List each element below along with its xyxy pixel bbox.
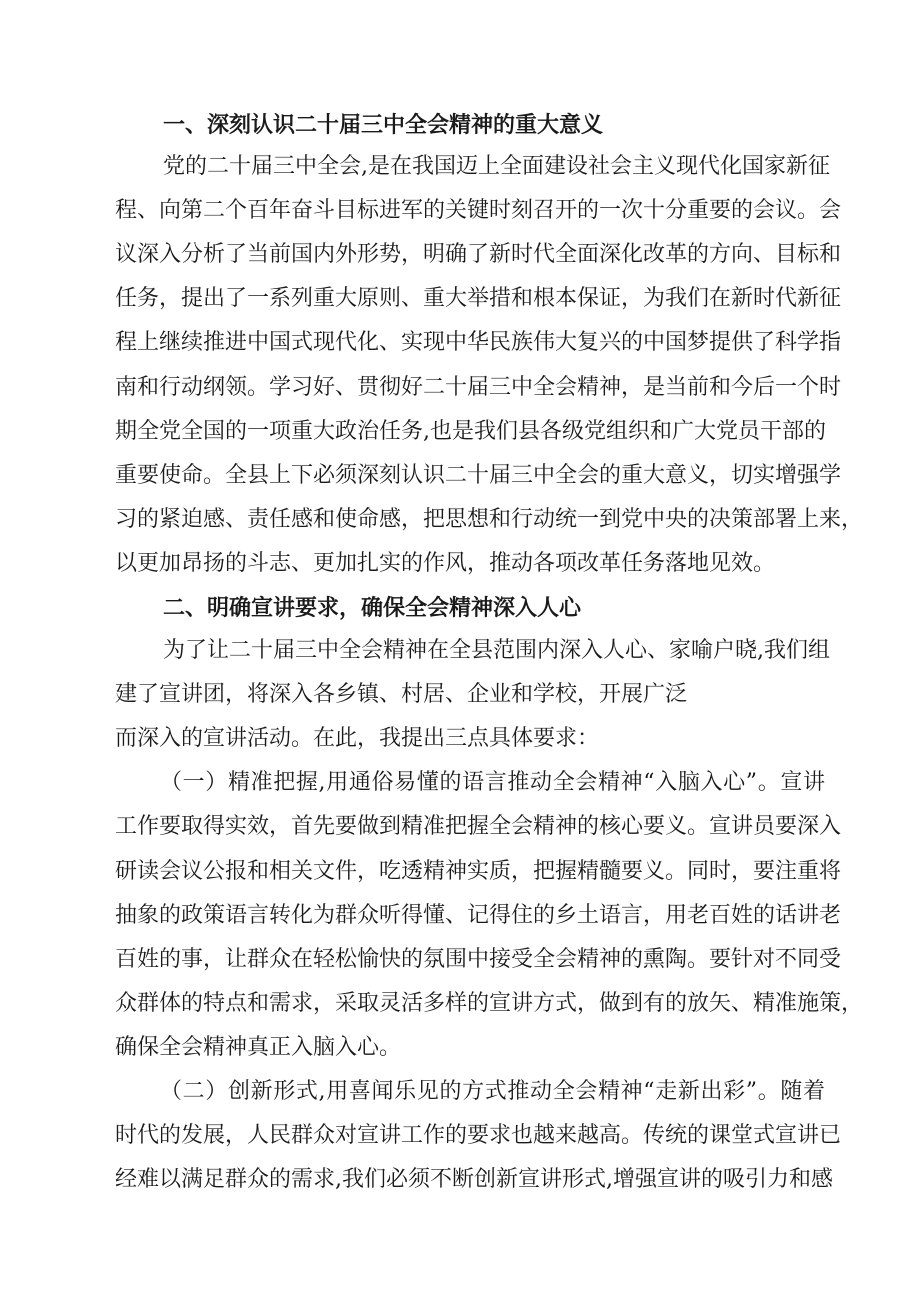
paragraph-line: 重要使命。全县上下必须深刻认识二十届三中全会的重大意义，切实增强学 bbox=[115, 463, 842, 488]
paragraph-line: 研读会议公报和相关文件，吃透精神实质，把握精髓要义。同时，要注重将 bbox=[115, 859, 842, 884]
paragraph-line: 期全党全国的一项重大政治任务,也是我们县各级党组织和广大党员干部的 bbox=[115, 419, 826, 444]
paragraph-line: 工作要取得实效，首先要做到精准把握全会精神的核心要义。宣讲员要深入 bbox=[115, 814, 842, 839]
paragraph-line: 程、向第二个百年奋斗目标进军的关键时刻召开的一次十分重要的会议。会 bbox=[115, 198, 842, 223]
paragraph-line: 为了让二十届三中全会精神在全县范围内深入人心、家喻户晓,我们组 bbox=[163, 638, 830, 663]
paragraph-line: 党的二十届三中全会,是在我国迈上全面建设社会主义现代化国家新征 bbox=[163, 154, 830, 179]
paragraph-line: 而深入的宣讲活动。在此，我提出三点具体要求： bbox=[115, 726, 600, 751]
section-1-heading: 一、深刻认识二十届三中全会精神的重大意义 bbox=[163, 112, 604, 138]
paragraph-line: 经难以满足群众的需求,我们必须不断创新宣讲形式,增强宣讲的吸引力和感 bbox=[115, 1167, 833, 1192]
paragraph-line: 建了宣讲团，将深入各乡镇、村居、企业和学校，开展广泛 bbox=[115, 682, 688, 707]
paragraph-line: 百姓的事，让群众在轻松愉快的氛围中接受全会精神的熏陶。要针对不同受 bbox=[115, 947, 842, 972]
paragraph-line: 时代的发展，人民群众对宣讲工作的要求也越来越高。传统的课堂式宣讲已 bbox=[115, 1123, 842, 1148]
paragraph-line: 确保全会精神真正入脑入心。 bbox=[115, 1035, 402, 1060]
paragraph-line: 以更加昂扬的斗志、更加扎实的作风，推动各项改革任务落地见效。 bbox=[115, 551, 776, 576]
paragraph-line: 习的紧迫感、责任感和使命感，把思想和行动统一到党中央的决策部署上来， bbox=[115, 507, 864, 532]
paragraph-line: 任务，提出了一系列重大原则、重大举措和根本保证，为我们在新时代新征 bbox=[115, 286, 842, 311]
paragraph-line: 程上继续推进中国式现代化、实现中华民族伟大复兴的中国梦提供了科学指 bbox=[115, 330, 842, 355]
paragraph-line: 抽象的政策语言转化为群众听得懂、记得住的乡土语言，用老百姓的话讲老 bbox=[115, 903, 842, 928]
requirement-2-title-line: （二）创新形式,用喜闻乐见的方式推动全会精神“走新出彩”。随着 bbox=[160, 1079, 825, 1104]
paragraph-line: 众群体的特点和需求，采取灵活多样的宣讲方式，做到有的放矢、精准施策， bbox=[115, 991, 864, 1016]
paragraph-line: 南和行动纲领。学习好、贯彻好二十届三中全会精神，是当前和今后一个时 bbox=[115, 375, 842, 400]
requirement-1-title-line: （一）精准把握,用通俗易懂的语言推动全会精神“入脑入心”。宣讲 bbox=[160, 770, 825, 795]
paragraph-line: 议深入分析了当前国内外形势，明确了新时代全面深化改革的方向、目标和 bbox=[115, 242, 842, 267]
section-2-heading: 二、明确宣讲要求，确保全会精神深入人心 bbox=[163, 595, 582, 621]
